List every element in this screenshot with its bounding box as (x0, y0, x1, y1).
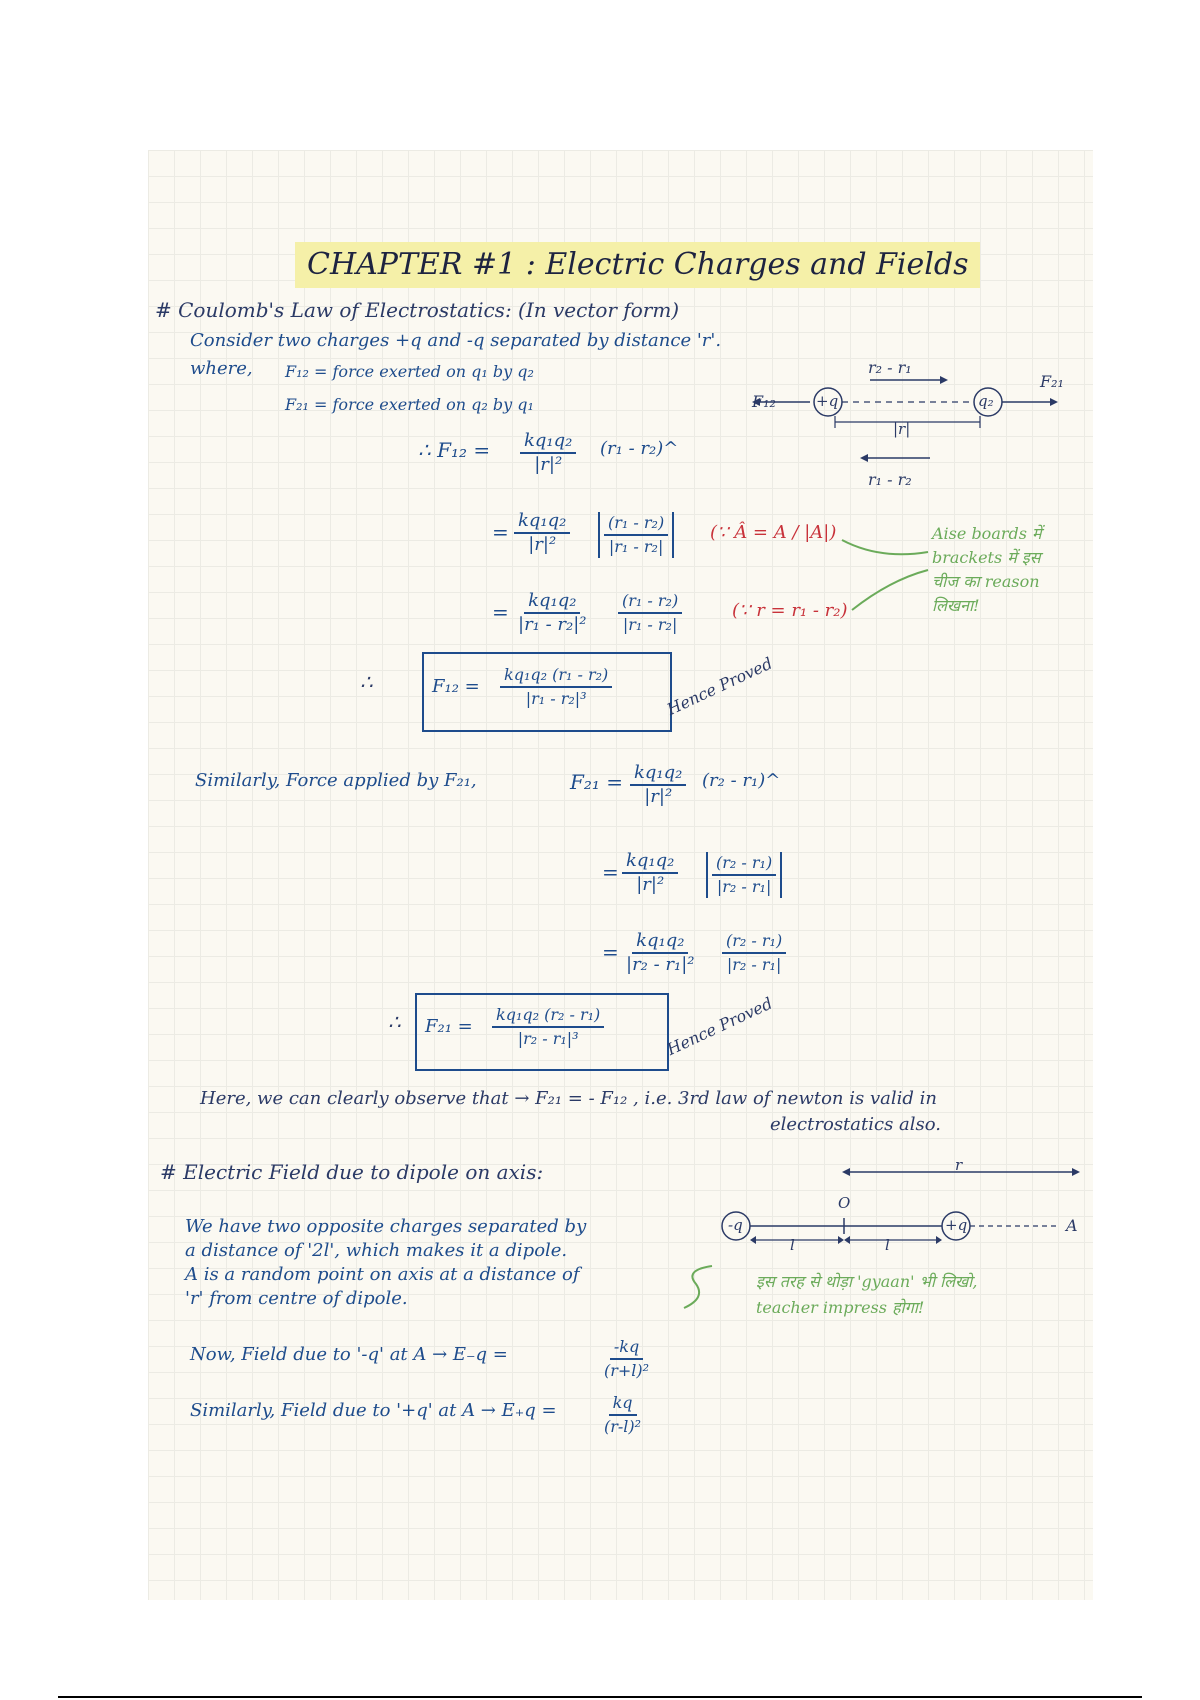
def-f12: F₁₂ = force exerted on q₁ by q₂ (285, 362, 534, 381)
eq6-denominator: |r₂ - r₁|² (626, 954, 695, 975)
diagram-r1-minus-r2: r₁ - r₂ (868, 470, 912, 489)
box2-lhs: F₂₁ = (425, 1016, 473, 1037)
eq2-equals: = (492, 520, 509, 544)
chapter-title: CHAPTER #1 : Electric Charges and Fields (295, 242, 980, 288)
eq5-bracket-num: (r₂ - r₁) (712, 852, 776, 876)
where-label: where, (190, 358, 253, 379)
eq1-denominator: |r|² (534, 454, 563, 475)
eq3-note: (∵ r = r₁ - r₂) (732, 600, 848, 621)
eq4-denominator: |r|² (644, 786, 673, 807)
coulomb-heading: # Coulomb's Law of Electrostatics: (In vector form) (155, 298, 680, 322)
box2-numerator: kq₁q₂ (r₂ - r₁) (492, 1004, 604, 1028)
dipole-l-right: l (885, 1236, 890, 1254)
eq6-equals: = (602, 940, 619, 964)
eq1-numerator: kq₁q₂ (520, 430, 576, 454)
dipole-note-line-2: teacher impress होगा! (756, 1298, 925, 1317)
eq5-equals: = (602, 860, 619, 884)
eq3-numerator: kq₁q₂ (524, 590, 580, 614)
eq2-fraction (514, 510, 570, 556)
eq3-second-fraction (618, 590, 682, 636)
dipole-para-4: 'r' from centre of dipole. (185, 1288, 408, 1309)
eq6-second-fraction (722, 930, 786, 976)
eq1-fraction (520, 430, 576, 476)
observe-line: Here, we can clearly observe that → F₂₁ = - F₁₂ , i.e. 3rd law of newton is valid in (200, 1088, 937, 1109)
eq5-bracket (706, 852, 782, 898)
hence-proved-2: Hence Proved (663, 993, 776, 1059)
dipole-plus-q: +q (945, 1216, 968, 1234)
dipole-para-1: We have two opposite charges separated by (185, 1216, 587, 1237)
eq2-numerator: kq₁q₂ (514, 510, 570, 534)
eq2-denominator: |r|² (528, 534, 557, 555)
eq6-fraction (622, 930, 699, 976)
dipole-point-a: A (1066, 1216, 1078, 1235)
box2-denominator: |r₂ - r₁|³ (517, 1029, 579, 1048)
dipole-note-brace (682, 1262, 722, 1312)
eq6-second-den: |r₂ - r₁| (726, 955, 782, 974)
diagram-r-magnitude: |r| (893, 420, 911, 438)
field-line-1: Now, Field due to '-q' at A → E₋q = (190, 1344, 508, 1365)
side-note-line-2: brackets में इस (932, 548, 1041, 567)
eq3-equals: = (492, 600, 509, 624)
def-f21: F₂₁ = force exerted on q₂ by q₁ (285, 395, 534, 414)
therefore-2: ∴ (388, 1010, 401, 1034)
side-note-line-1: Aise boards में (932, 524, 1042, 543)
eq1-vector: (r₁ - r₂)^ (600, 438, 679, 459)
diagram-f21-label: F₂₁ (1040, 372, 1064, 391)
dipole-note-line-1: इस तरह से थोड़ा 'gyaan' भी लिखो, (756, 1272, 978, 1291)
bottom-rule (58, 1696, 1142, 1698)
field-1-denominator: (r+l)² (604, 1361, 650, 1380)
dipole-para-2: a distance of '2l', which makes it a dipole. (185, 1240, 568, 1261)
dipole-para-3: A is a random point on axis at a distance of (185, 1264, 580, 1285)
box1-numerator: kq₁q₂ (r₁ - r₂) (500, 664, 612, 688)
hence-proved-1: Hence Proved (663, 653, 776, 719)
eq2-bracket-den: |r₁ - r₂| (608, 537, 664, 556)
eq3-second-num: (r₁ - r₂) (618, 590, 682, 614)
diagram-q2-label: q₂ (978, 392, 994, 410)
eq2-bracket (598, 512, 674, 558)
eq5-numerator: kq₁q₂ (622, 850, 678, 874)
field-2-numerator: kq (609, 1392, 637, 1416)
diagram-f12-label: F₁₂ (752, 392, 776, 411)
field-2-denominator: (r-l)² (604, 1417, 642, 1436)
therefore-1: ∴ (360, 670, 373, 694)
observe-line-2: electrostatics also. (770, 1114, 942, 1135)
side-note-brace (840, 530, 940, 620)
dipole-centre-o: O (838, 1194, 851, 1212)
eq2-bracket-num: (r₁ - r₂) (604, 512, 668, 536)
eq3-fraction (514, 590, 591, 636)
eq5-fraction (622, 850, 678, 896)
box1-denominator: |r₁ - r₂|³ (525, 689, 587, 708)
eq4-vector: (r₂ - r₁)^ (702, 770, 781, 791)
dipole-l-left: l (790, 1236, 795, 1254)
eq4-lhs: F₂₁ = (570, 770, 624, 794)
similarly-line: Similarly, Force applied by F₂₁, (195, 770, 477, 791)
field-2-fraction (600, 1392, 645, 1438)
dipole-diagram (700, 1160, 1090, 1250)
eq4-fraction (630, 762, 686, 808)
eq2-note: (∵ Â = A / |A|) (710, 522, 837, 543)
dipole-minus-q: -q (728, 1216, 743, 1234)
eq5-bracket-den: |r₂ - r₁| (716, 877, 772, 896)
eq5-denominator: |r|² (636, 874, 665, 895)
eq3-second-den: |r₁ - r₂| (622, 615, 678, 634)
dipole-heading: # Electric Field due to dipole on axis: (160, 1160, 544, 1184)
box1-fraction (500, 664, 612, 710)
eq6-second-num: (r₂ - r₁) (722, 930, 786, 954)
eq4-numerator: kq₁q₂ (630, 762, 686, 786)
box1-lhs: F₁₂ = (432, 676, 480, 697)
box2-fraction (492, 1004, 604, 1050)
diagram-q1-label: +q (816, 392, 839, 410)
eq1-lhs: ∴ F₁₂ = (418, 438, 491, 462)
eq6-numerator: kq₁q₂ (632, 930, 688, 954)
consider-line: Consider two charges +q and -q separated by distance 'r'. (190, 330, 722, 351)
field-1-numerator: -kq (610, 1336, 643, 1360)
diagram-r2-minus-r1: r₂ - r₁ (868, 358, 912, 377)
side-note-line-3: चीज का reason (932, 572, 1040, 591)
dipole-r-label: r (955, 1156, 963, 1174)
side-note-line-4: लिखना! (932, 596, 980, 615)
field-line-2: Similarly, Field due to '+q' at A → E₊q = (190, 1400, 557, 1421)
field-1-fraction (600, 1336, 653, 1382)
eq3-denominator: |r₁ - r₂|² (518, 614, 587, 635)
